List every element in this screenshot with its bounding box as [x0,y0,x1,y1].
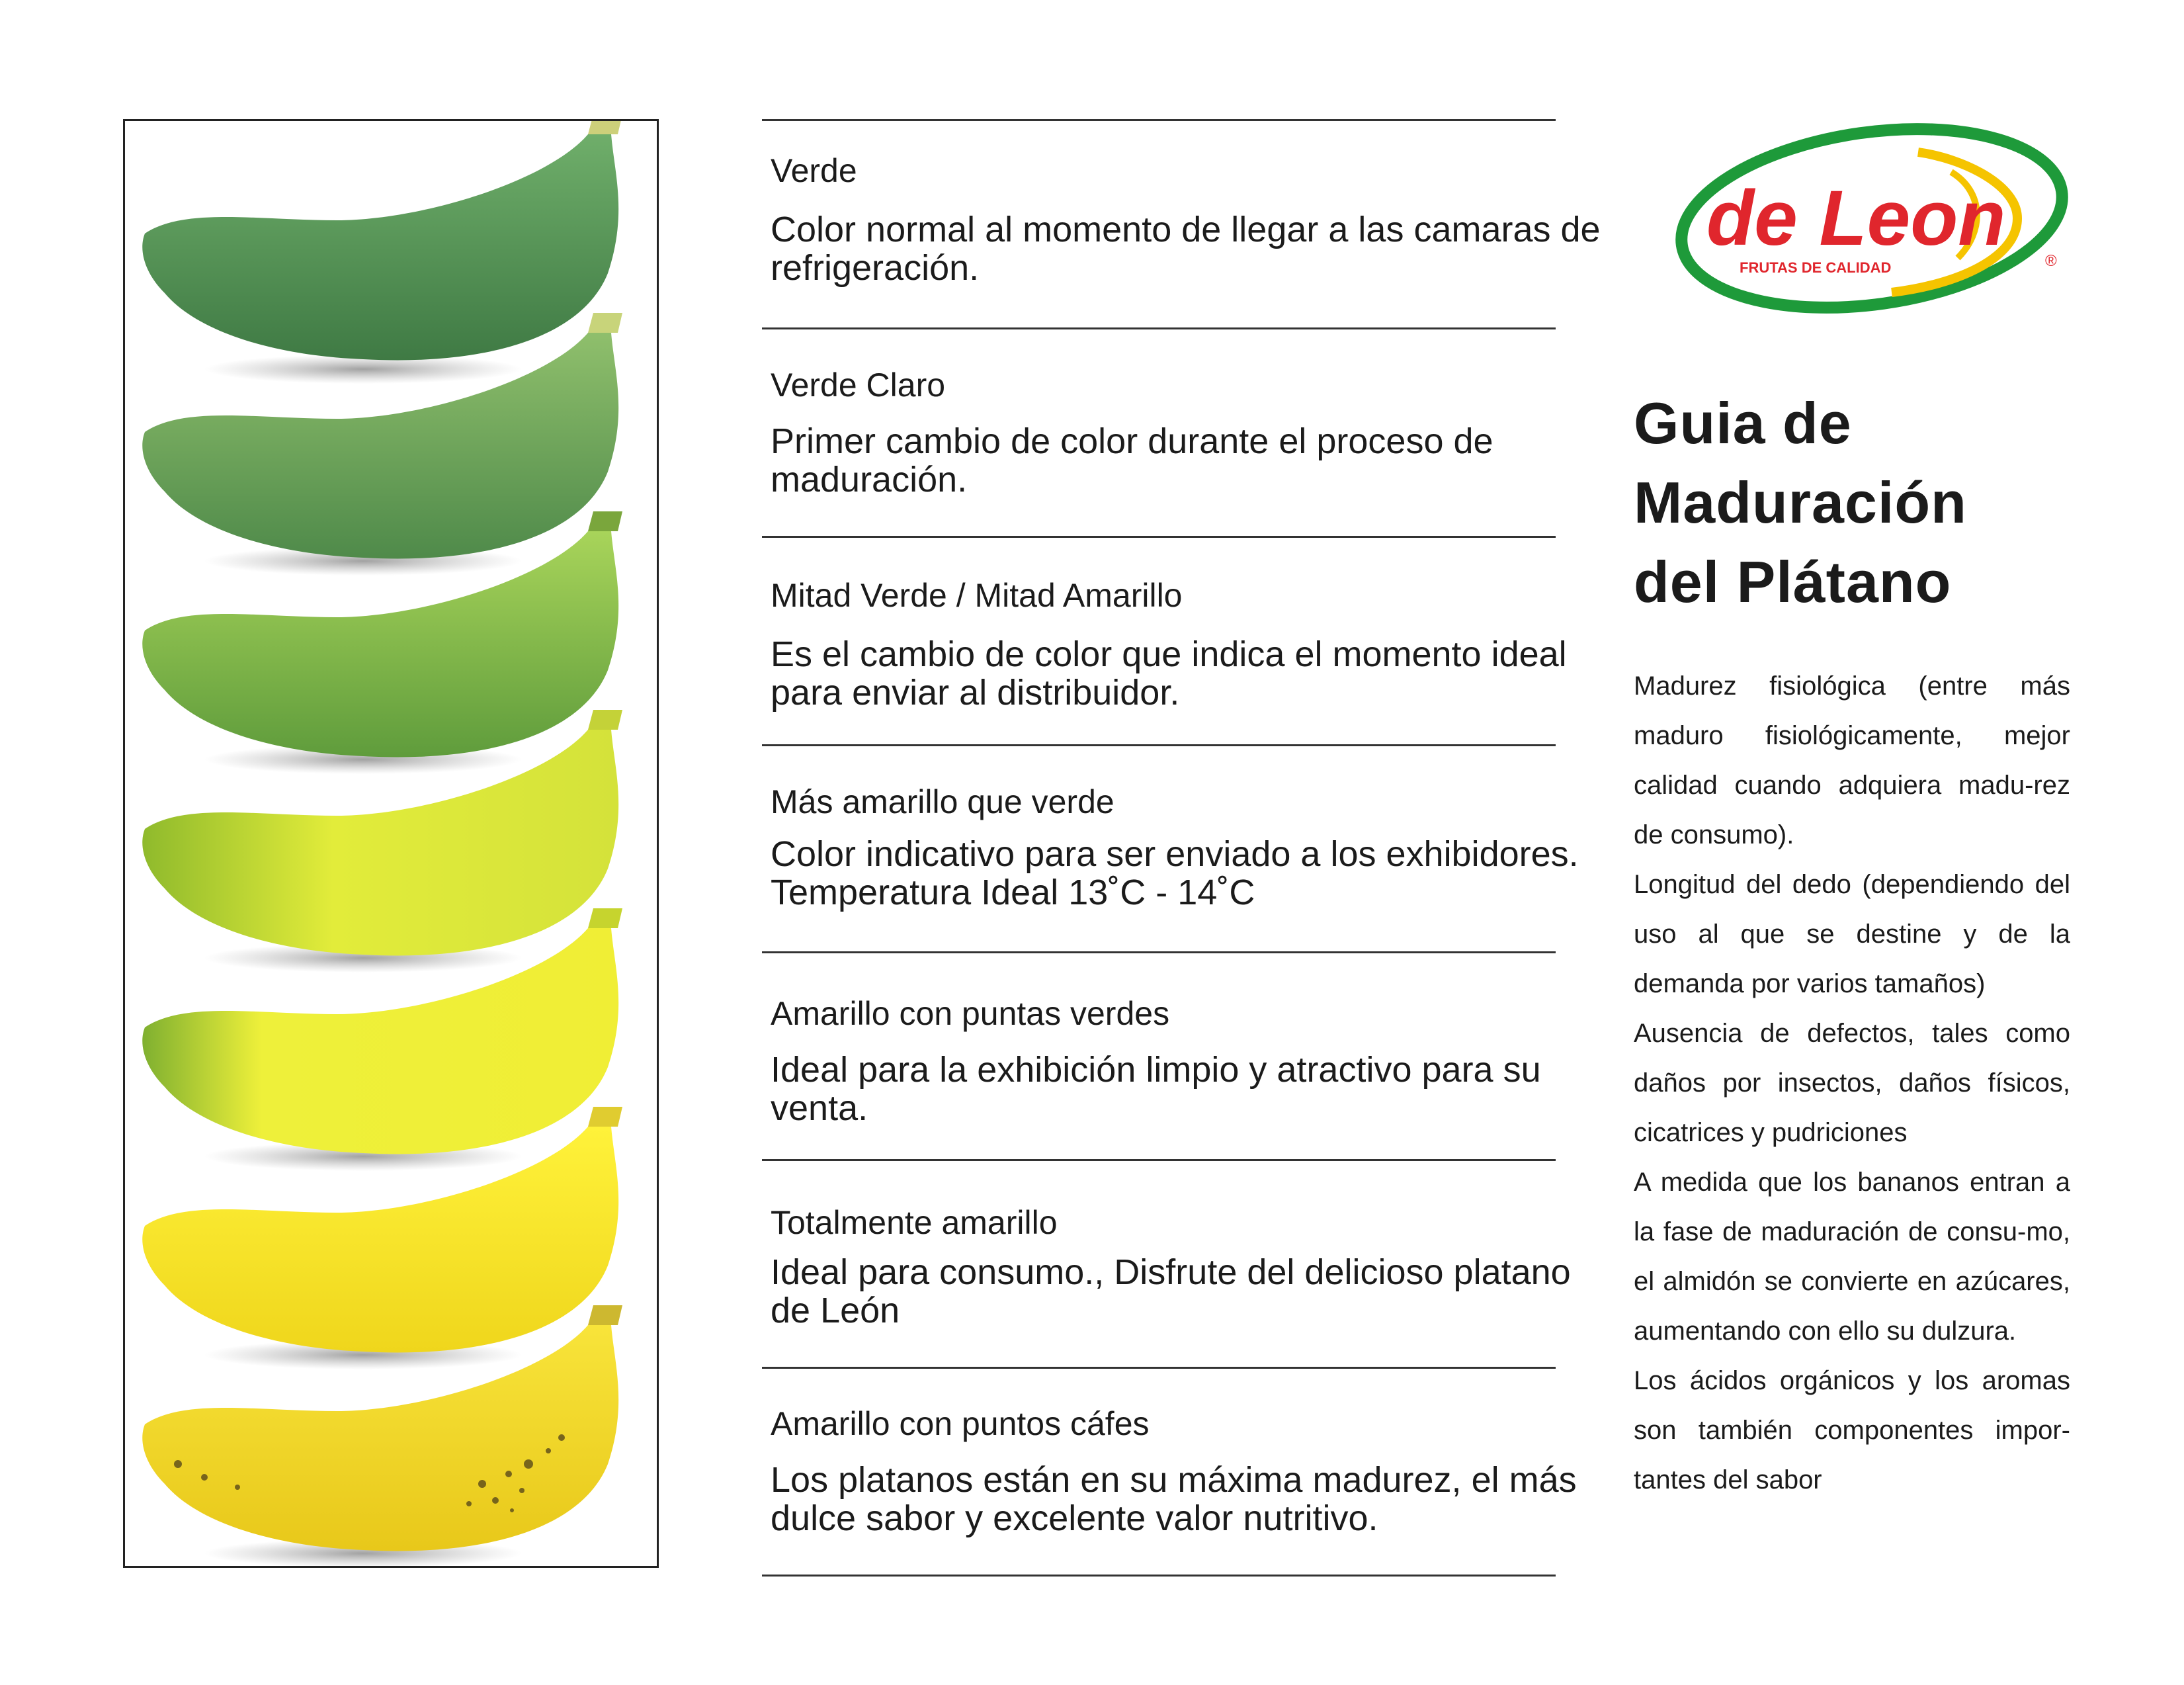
logo-tagline: FRUTAS DE CALIDAD [1740,259,1892,276]
banana-verde [142,121,622,384]
de-leon-logo [1673,119,2083,324]
stage-name: Totalmente amarillo [771,1204,1058,1241]
stage-name: Más amarillo que verde [771,783,1114,820]
divider [762,1367,1556,1369]
info-paragraph: Madurez fisiológica (entre más maduro fisiológicamente, mejor calidad cuando adquiera madu-rez de consumo). [1634,671,2070,849]
stage-description: Primer cambio de color durante el proceso de maduración. [771,421,1493,499]
stage-description: Color normal al momento de llegar a las camaras de refrigeración. [771,210,1601,288]
divider [762,1159,1556,1161]
divider [762,1575,1556,1577]
stage-description: Es el cambio de color que indica el momento ideal para enviar al distribuidor. [771,634,1567,713]
divider [762,744,1556,746]
stage-description: Ideal para la exhibición limpio y atractivo para su venta. [771,1050,1541,1128]
divider [762,536,1556,538]
title-line: del Plátano [1634,549,1952,615]
banana-stages-panel [123,119,659,1568]
stage-name: Verde [771,152,857,189]
info-paragraph: Los ácidos orgánicos y los aromas son también componentes impor-tantes del sabor [1634,1366,2070,1494]
title-line: Maduración [1634,470,1967,535]
page-title [1634,384,1967,622]
stage-name: Mitad Verde / Mitad Amarillo [771,577,1183,614]
logo-brand-text: de Leon [1706,175,2006,262]
title-line: Guia de [1634,390,1852,456]
stage-name: Amarillo con puntos cáfes [771,1405,1150,1442]
logo-registered-mark: ® [2045,252,2057,270]
info-column [1634,662,2070,1505]
stage-description: Los platanos están en su máxima madurez, el más dulce sabor y excelente valor nutritivo. [771,1460,1577,1538]
stage-description: Color indicativo para ser enviado a los exhibidores. Temperatura Ideal 13˚C - 14˚C [771,834,1579,912]
divider [762,951,1556,953]
stage-name: Verde Claro [771,367,946,404]
stage-description: Ideal para consumo., Disfrute del delicioso platano de León [771,1252,1571,1330]
divider [762,327,1556,329]
banana-illustrations [125,121,657,1566]
info-paragraph: A medida que los bananos entran a la fase de maduración de consu-mo, el almidón se convierte en azúcares, aumentando con ello su dulzura. [1634,1168,2070,1346]
info-paragraph: Ausencia de defectos, tales como daños por insectos, daños físicos, cicatrices y pudriciones [1634,1019,2070,1147]
divider [762,119,1556,121]
stage-name: Amarillo con puntas verdes [771,995,1170,1032]
info-paragraph: Longitud del dedo (dependiendo del uso al que se destine y de la demanda por varios tamaños) [1634,870,2070,998]
